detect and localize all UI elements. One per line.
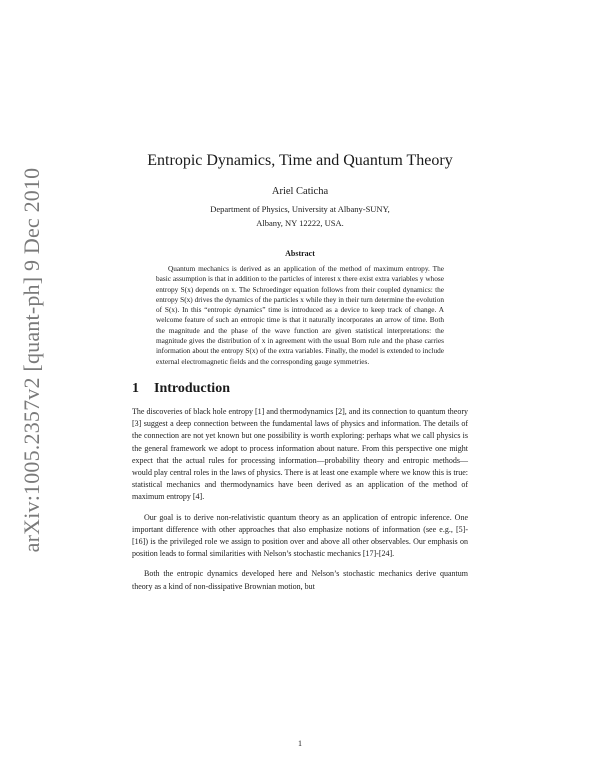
section-number: 1 xyxy=(132,380,139,396)
arxiv-identifier-text: arXiv:1005.2357v2 [quant-ph] 9 Dec 2010 xyxy=(19,167,44,553)
section-heading xyxy=(132,381,468,397)
paper-first-page xyxy=(132,152,468,601)
affiliation-line-1: Department of Physics, University at Albany-SUNY, xyxy=(210,204,390,214)
arxiv-identifier-stamp xyxy=(2,150,62,570)
body-paragraph-1: The discoveries of black hole entropy [1] and thermodynamics [2], and its connection to quantum theory [3] suggest a deep connection between the fundamental laws of physics and information. The details of the connection are not yet known but one possibility is worth exploring: perhaps what we call physics is the general framework we adopt to process information about nature. From this perspective one might expect that the actual rules for processing information—probability theory and entropic methods—would play central roles in the laws of physics. There is at least one example where we know this is true: statistical mechanics and thermodynamics have been derived as an application of the method of maximum entropy [4]. xyxy=(132,406,468,502)
body-paragraph-3: Both the entropic dynamics developed here and Nelson’s stochastic mechanics derive quantum theory as a kind of non-dissipative Brownian motion, but xyxy=(132,569,468,591)
section-title: Introduction xyxy=(154,380,230,396)
abstract-text: Quantum mechanics is derived as an application of the method of maximum entropy. The basic assumption is that in addition to the particles of interest x there exist extra variables y whose entropy S(x) depends on x. The Schroedinger equation follows from their coupled dynamics: the entropy S(x) drives the dynamics of the particles x while they in their turn determine the evolution of S(x). In this “entropic dynamics” time is introduced as a device to keep track of change. A welcome feature of such an entropic time is that it naturally incorporates an arrow of time. Both the magnitude and the phase of the wave function are given statistical interpretations: the magnitude gives the distribution of x in agreement with the usual Born rule and the phase carries information about the entropy S(x) of the extra variables. Finally, the model is extended to include external electromagnetic fields and the corresponding gauge symmetries. xyxy=(156,264,444,366)
paper-title: Entropic Dynamics, Time and Quantum Theory xyxy=(147,152,453,169)
body-paragraph-2: Our goal is to derive non-relativistic quantum theory as an application of entropic inference. One important difference with other approaches that also emphasize notions of information (see e.g., [5]-[16]) is the privileged role we assign to position over and above all other observables. Our emphasis on position leads to formal similarities with Nelson’s stochastic mechanics [17]-[24]. xyxy=(132,512,468,559)
author-name: Ariel Caticha xyxy=(271,186,329,197)
affiliation-line-2: Albany, NY 12222, USA. xyxy=(256,218,344,228)
page-number: 1 xyxy=(298,739,302,748)
abstract-heading: Abstract xyxy=(285,249,315,258)
author-affiliation xyxy=(132,202,468,230)
